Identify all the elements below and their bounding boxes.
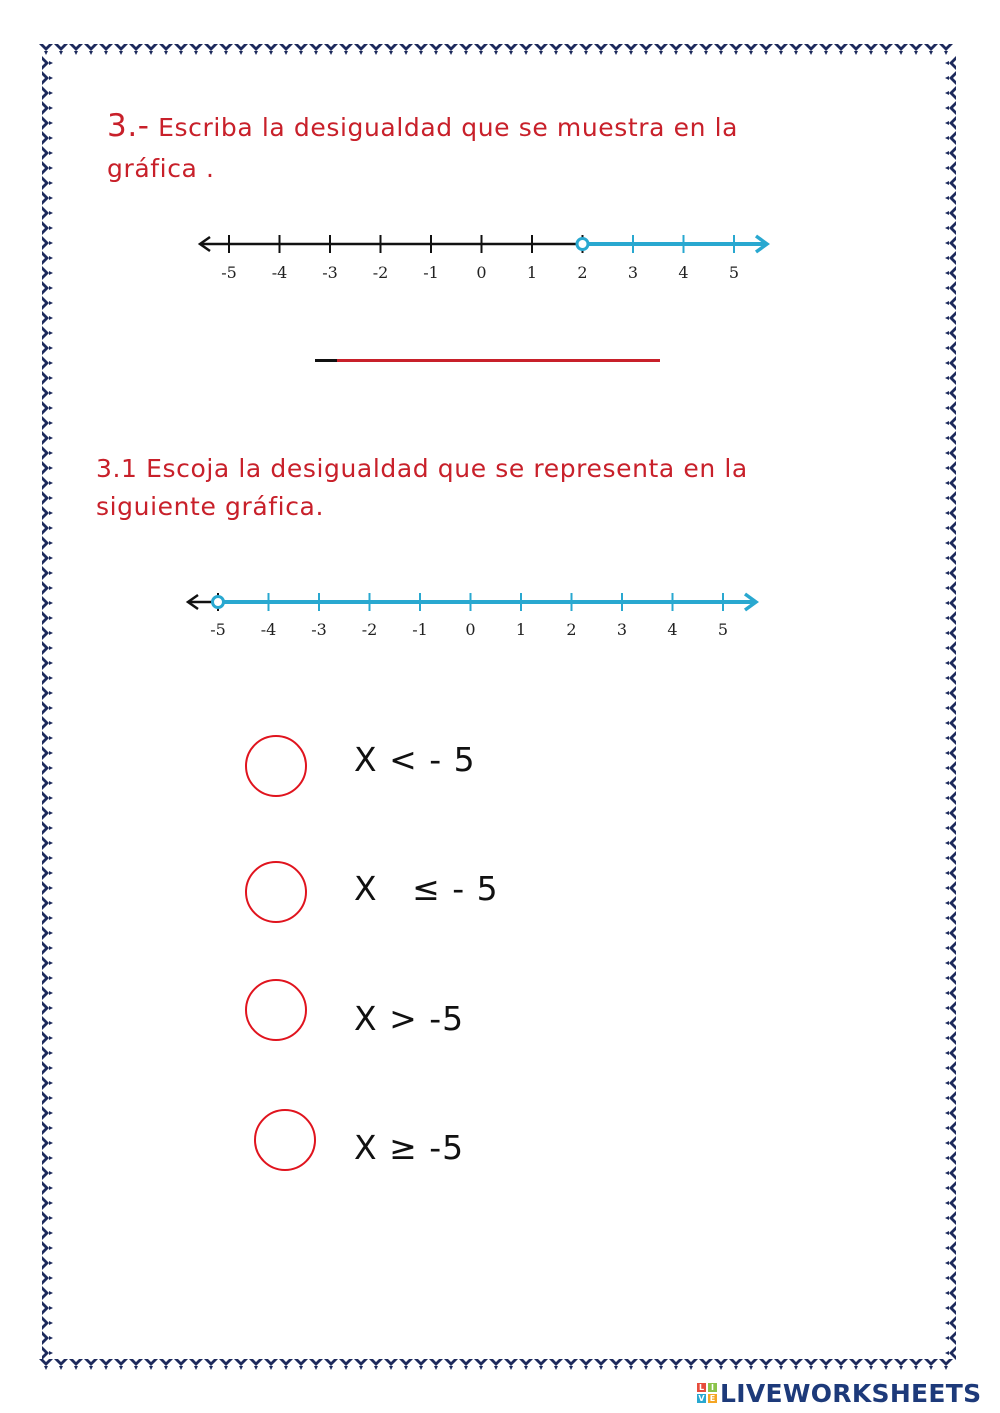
border-bird-icon [945, 851, 956, 865]
border-bird-icon [42, 1271, 53, 1285]
border-bird-icon [945, 941, 956, 955]
border-bird-icon [759, 1359, 773, 1370]
tick-label: 3 [627, 263, 639, 282]
border-bird-icon [945, 1241, 956, 1255]
border-bird-icon [42, 1226, 53, 1240]
border-bird-icon [42, 761, 53, 775]
border-bird-icon [945, 1136, 956, 1150]
border-bird-icon [945, 1211, 956, 1225]
border-bird-icon [684, 1359, 698, 1370]
border-bird-icon [924, 1359, 938, 1370]
border-bird-icon [324, 1359, 338, 1370]
border-bird-icon [144, 1359, 158, 1370]
border-bird-icon [42, 851, 53, 865]
tick-label: 4 [667, 620, 678, 639]
border-bird-icon [42, 866, 53, 880]
border-bird-icon [42, 776, 53, 790]
border-bird-icon [714, 1359, 728, 1370]
tick-label: 0 [465, 620, 476, 639]
border-bird-icon [42, 1136, 53, 1150]
border-bird-icon [894, 1359, 908, 1370]
border-bird-icon [945, 731, 956, 745]
number-line-2 [0, 0, 1000, 660]
border-bird-icon [42, 686, 53, 700]
border-bird-icon [624, 1359, 638, 1370]
border-bird-icon [804, 1359, 818, 1370]
border-bird-icon [945, 1286, 956, 1300]
border-bird-icon [42, 926, 53, 940]
option-1-radio[interactable] [245, 735, 307, 797]
tick-label: -1 [423, 263, 439, 282]
border-bird-icon [42, 1256, 53, 1270]
border-bird-icon [129, 1359, 143, 1370]
border-bird-icon [879, 1359, 893, 1370]
border-bird-icon [42, 971, 53, 985]
border-bird-icon [99, 1359, 113, 1370]
border-bird-icon [945, 686, 956, 700]
border-bird-icon [54, 1359, 68, 1370]
border-bird-icon [459, 1359, 473, 1370]
border-bird-icon [339, 1359, 353, 1370]
border-bird-icon [42, 896, 53, 910]
border-bird-icon [42, 1301, 53, 1315]
border-bird-icon [849, 1359, 863, 1370]
border-bird-icon [774, 1359, 788, 1370]
border-bird-icon [945, 1151, 956, 1165]
border-bird-icon [489, 1359, 503, 1370]
border-bird-icon [42, 671, 53, 685]
logo-letter-l: L [698, 1383, 705, 1392]
border-bird-icon [654, 1359, 668, 1370]
border-bird-icon [864, 1359, 878, 1370]
border-bird-icon [744, 1359, 758, 1370]
logo-text: LIVEWORKSHEETS [720, 1378, 982, 1408]
tick-label: 2 [566, 620, 577, 639]
tick-label: 0 [476, 263, 487, 282]
border-bird-icon [945, 1316, 956, 1330]
border-bird-icon [945, 1106, 956, 1120]
option-4-label: X ≥ -5 [354, 1128, 465, 1167]
border-bird-icon [42, 1286, 53, 1300]
border-bird-icon [945, 1256, 956, 1270]
border-bird-icon [309, 1359, 323, 1370]
border-bird-icon [42, 1316, 53, 1330]
tick-label: -2 [361, 620, 378, 639]
border-bird-icon [189, 1359, 203, 1370]
border-bird-icon [945, 926, 956, 940]
border-bird-icon [42, 881, 53, 895]
border-bird-icon [42, 1091, 53, 1105]
border-bird-icon [594, 1359, 608, 1370]
border-bird-icon [42, 956, 53, 970]
border-bird-icon [42, 1166, 53, 1180]
border-bird-icon [945, 896, 956, 910]
question-3-1-text-line2: siguiente gráfica. [96, 492, 325, 521]
question-3-number: 3.- [107, 108, 150, 144]
border-bird-icon [264, 1359, 278, 1370]
border-bird-icon [945, 776, 956, 790]
tick-label: 1 [515, 620, 527, 639]
border-bird-icon [669, 1359, 683, 1370]
border-bird-icon [279, 1359, 293, 1370]
tick-label: 5 [728, 263, 740, 282]
border-bird-icon [42, 911, 53, 925]
border-bird-icon [42, 1076, 53, 1090]
border-bird-icon [534, 1359, 548, 1370]
border-bird-icon [174, 1359, 188, 1370]
tick-label: -5 [210, 620, 226, 639]
border-bird-icon [42, 986, 53, 1000]
border-bird-icon [549, 1359, 563, 1370]
border-bird-icon [789, 1359, 803, 1370]
border-bird-icon [42, 1181, 53, 1195]
border-bird-icon [945, 836, 956, 850]
logo-letter-e: E [709, 1394, 716, 1403]
border-bird-icon [369, 1359, 383, 1370]
border-bird-icon [945, 1301, 956, 1315]
border-bird-icon [42, 1001, 53, 1015]
border-bird-icon [579, 1359, 593, 1370]
tick-label: -4 [271, 263, 288, 282]
border-bird-icon [42, 791, 53, 805]
border-bird-icon [945, 1271, 956, 1285]
border-bird-icon [42, 1196, 53, 1210]
border-bird-icon [42, 836, 53, 850]
border-bird-icon [564, 1359, 578, 1370]
border-bird-icon [399, 1359, 413, 1370]
border-bird-icon [204, 1359, 218, 1370]
question-3-text-line2: gráfica . [107, 154, 215, 183]
border-bird-icon [945, 701, 956, 715]
border-bird-icon [945, 1001, 956, 1015]
border-bird-icon [42, 1211, 53, 1225]
border-bird-icon [42, 1046, 53, 1060]
border-bird-icon [945, 866, 956, 880]
border-bird-icon [945, 1181, 956, 1195]
border-bird-icon [69, 1359, 83, 1370]
option-2-radio[interactable] [245, 861, 307, 923]
logo-mark-icon [697, 1383, 717, 1403]
border-bird-icon [42, 806, 53, 820]
tick-label: -5 [221, 263, 237, 282]
tick-label: 2 [577, 263, 588, 282]
border-bird-icon [114, 1359, 128, 1370]
border-bird-icon [945, 1091, 956, 1105]
border-bird-icon [39, 1359, 53, 1370]
question-3-1-text-line1: 3.1 Escoja la desigualdad que se representa en la [96, 454, 748, 483]
border-bird-icon [639, 1359, 653, 1370]
option-4-radio[interactable] [254, 1109, 316, 1171]
border-bird-icon [42, 1121, 53, 1135]
border-bird-icon [945, 911, 956, 925]
border-bird-icon [945, 806, 956, 820]
border-bird-icon [945, 1046, 956, 1060]
border-bird-icon [42, 1061, 53, 1075]
question-3-text-line1: Escriba la desigualdad que se muestra en la [149, 113, 739, 142]
border-bird-icon [945, 971, 956, 985]
logo-letter-i: I [708, 1383, 717, 1392]
option-1-label: X < - 5 [354, 740, 476, 779]
border-bird-icon [945, 1346, 956, 1360]
border-bird-icon [819, 1359, 833, 1370]
tick-label: 3 [616, 620, 628, 639]
border-bird-icon [945, 1166, 956, 1180]
border-bird-icon [42, 701, 53, 715]
option-3-radio[interactable] [245, 979, 307, 1041]
border-bird-icon [945, 791, 956, 805]
border-bird-icon [945, 1226, 956, 1240]
border-bird-icon [945, 716, 956, 730]
border-bird-icon [42, 1106, 53, 1120]
border-bird-icon [945, 1331, 956, 1345]
border-bird-icon [945, 1076, 956, 1090]
border-bird-icon [945, 671, 956, 685]
tick-label: 4 [678, 263, 689, 282]
border-bird-icon [354, 1359, 368, 1370]
border-bird-icon [945, 1061, 956, 1075]
logo-letter-v: V [698, 1394, 705, 1403]
border-bird-icon [249, 1359, 263, 1370]
border-bird-icon [945, 956, 956, 970]
tick-label: -3 [311, 620, 327, 639]
border-bird-icon [699, 1359, 713, 1370]
border-bird-icon [42, 1346, 53, 1360]
border-bird-icon [234, 1359, 248, 1370]
border-bird-icon [42, 1331, 53, 1345]
border-bird-icon [42, 731, 53, 745]
border-bird-icon [42, 941, 53, 955]
tick-label: -4 [260, 620, 277, 639]
border-bird-icon [42, 1016, 53, 1030]
border-bird-icon [945, 1016, 956, 1030]
tick-label: 1 [526, 263, 538, 282]
border-bird-icon [945, 1121, 956, 1135]
open-point [213, 597, 224, 608]
border-bird-icon [729, 1359, 743, 1370]
liveworksheets-logo [697, 1378, 981, 1408]
border-bird-icon [84, 1359, 98, 1370]
tick-label: -2 [372, 263, 389, 282]
border-bird-icon [939, 1359, 953, 1370]
border-bird-icon [159, 1359, 173, 1370]
border-bird-icon [42, 746, 53, 760]
border-bird-icon [504, 1359, 518, 1370]
border-bird-icon [42, 1151, 53, 1165]
border-bird-icon [909, 1359, 923, 1370]
border-bird-icon [42, 1241, 53, 1255]
border-bird-icon [42, 821, 53, 835]
border-bird-icon [945, 1031, 956, 1045]
border-bird-icon [429, 1359, 443, 1370]
border-bird-icon [42, 716, 53, 730]
border-bird-icon [519, 1359, 533, 1370]
border-bird-icon [294, 1359, 308, 1370]
tick-label: -1 [412, 620, 428, 639]
border-bird-icon [609, 1359, 623, 1370]
tick-label: 5 [717, 620, 729, 639]
border-bird-icon [219, 1359, 233, 1370]
border-bird-icon [384, 1359, 398, 1370]
border-bird-icon [444, 1359, 458, 1370]
tick-label: -3 [322, 263, 338, 282]
border-bird-icon [945, 746, 956, 760]
border-bird-icon [474, 1359, 488, 1370]
border-bird-icon [945, 881, 956, 895]
border-bird-icon [414, 1359, 428, 1370]
option-3-label: X > -5 [354, 999, 465, 1038]
option-2-label: X ≤ - 5 [354, 869, 499, 908]
border-bird-icon [945, 821, 956, 835]
border-bird-icon [945, 761, 956, 775]
border-bird-icon [945, 986, 956, 1000]
border-bird-icon [834, 1359, 848, 1370]
border-bird-icon [945, 1196, 956, 1210]
border-bird-icon [42, 1031, 53, 1045]
